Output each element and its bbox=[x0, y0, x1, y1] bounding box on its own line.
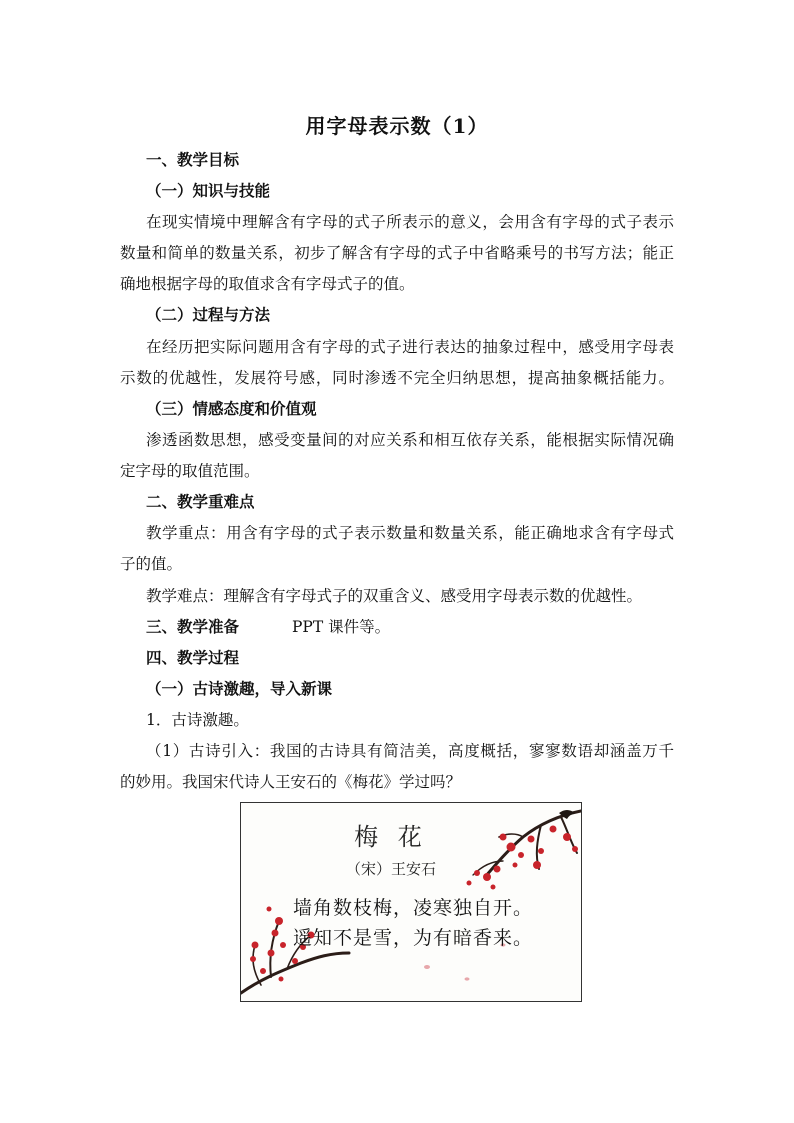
heading-teaching-process: 四、教学过程 bbox=[146, 648, 240, 667]
paragraph-line: 子的值。 bbox=[120, 555, 183, 573]
paragraph-line: 的妙用。我国宋代诗人王安石的《梅花》学过吗？ bbox=[120, 773, 462, 791]
poem-line-2: 遥知不是雪，为有暗香来。 bbox=[293, 927, 534, 949]
heading-process-method: （二）过程与方法 bbox=[146, 305, 271, 324]
preparation-content: PPT 课件等。 bbox=[292, 618, 391, 636]
paragraph-line: 确地根据字母的取值求含有字母式子的值。 bbox=[120, 275, 415, 293]
heading-teaching-goals: 一、教学目标 bbox=[146, 150, 240, 169]
poem-image bbox=[240, 802, 582, 1002]
document-title: 用字母表示数（1） bbox=[305, 114, 489, 138]
paragraph-line: 示数的优越性，发展符号感，同时渗透不完全归纳思想，提高抽象概括能力。 bbox=[120, 369, 674, 387]
heading-attitude-values: （三）情感态度和价值观 bbox=[146, 399, 317, 418]
paragraph-line: 定字母的取值范围。 bbox=[120, 462, 260, 480]
poem-title: 梅 花 bbox=[354, 823, 428, 851]
heading-text: 三、教学准备 bbox=[146, 617, 240, 636]
paragraph-line: 渗透函数思想，感受变量间的对应关系和相互依存关系，能根据实际情况确 bbox=[146, 431, 674, 449]
paragraph-line: 教学重点：用含有字母的式子表示数量和数量关系，能正确地求含有字母式 bbox=[146, 524, 674, 542]
list-item: 1．古诗激趣。 bbox=[146, 711, 249, 729]
paragraph-line: （1）古诗引入：我国的古诗具有简洁美，高度概括，寥寥数语却涵盖万千 bbox=[146, 742, 674, 760]
heading-knowledge-skills: （一）知识与技能 bbox=[146, 181, 271, 200]
heading-key-difficult-points: 二、教学重难点 bbox=[146, 492, 255, 511]
poem-line-1: 墙角数枝梅，凌寒独自开。 bbox=[293, 897, 534, 919]
paragraph-line: 教学难点：理解含有字母式子的双重含义、感受用字母表示数的优越性。 bbox=[146, 587, 643, 605]
paragraph-line: 数量和简单的数量关系，初步了解含有字母的式子中省略乘号的书写方法；能正 bbox=[120, 244, 674, 262]
paragraph-line: 在现实情境中理解含有字母的式子所表示的意义，会用含有字母的式子表示 bbox=[146, 213, 674, 231]
poem-author: （宋）王安石 bbox=[345, 860, 436, 878]
paragraph-line: 在经历把实际问题用含有字母的式子进行表达的抽象过程中，感受用字母表 bbox=[146, 338, 674, 356]
heading-poem-intro: （一）古诗激趣，导入新课 bbox=[146, 679, 333, 698]
